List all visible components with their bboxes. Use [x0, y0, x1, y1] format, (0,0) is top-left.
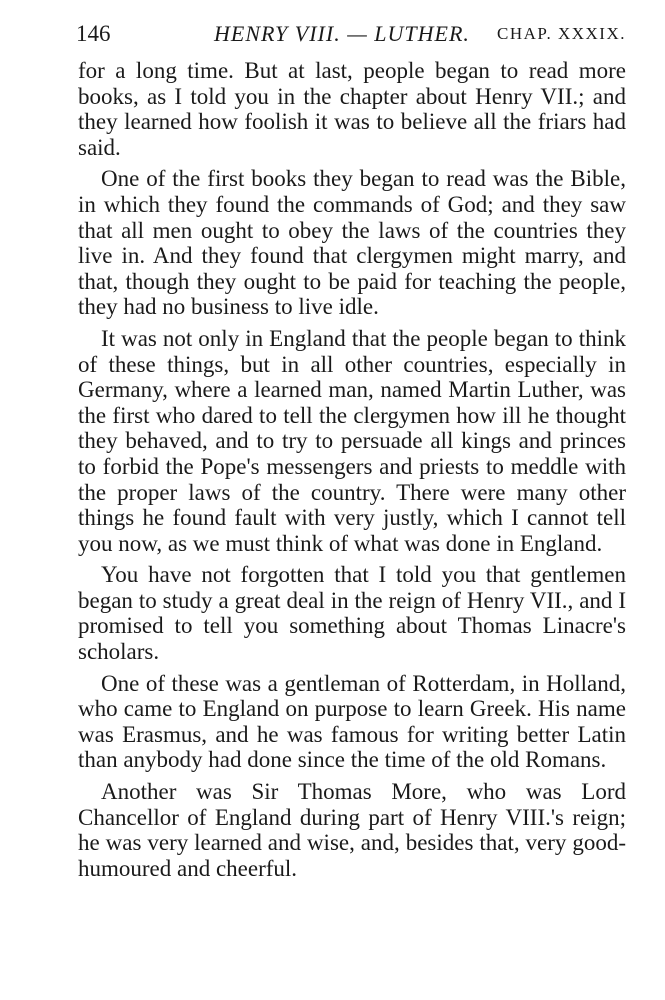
page-number: 146 [76, 21, 111, 46]
paragraph: One of the first books they began to read was the Bible, in which they found the commands of God; and they saw that all men ought to obey the laws of the countries they live in. And they found that clergymen might marry, and that, though they ought to be paid for teaching the people, they had no business to live idle. [78, 166, 626, 320]
paragraph: You have not forgotten that I told you that gentlemen began to study a great deal in the reign of Henry VII., and I promised to tell you something about Thomas Linacre's scholars. [78, 562, 626, 665]
paragraph: for a long time. But at last, people began to read more books, as I told you in the chapter about Henry VII.; and they learned how foolish it was to believe all the friars had said. [78, 58, 626, 160]
running-title: HENRY VIII. — LUTHER. [214, 21, 470, 46]
paragraph: Another was Sir Thomas More, who was Lord Chancellor of England during part of Henry VIII.'s reign; he was very learned and wise, and, besides that, very good-humoured and cheerful. [78, 779, 626, 881]
chapter-label: CHAP. XXXIX. [497, 24, 626, 43]
book-page [78, 18, 626, 887]
body-text [78, 58, 626, 881]
paragraph: It was not only in England that the people began to think of these things, but in all other countries, especially in Germany, where a learned man, named Martin Luther, was the first who dared to tell the clergymen how ill he thought they behaved, and to try to persuade all kings and princes to forbid the Pope's messengers and priests to meddle with the proper laws of the country. There were many other things he found fault with very justly, which I cannot tell you now, as we must think of what was done in England. [78, 325, 626, 556]
running-head [78, 18, 626, 50]
paragraph: One of these was a gentleman of Rotterdam, in Holland, who came to England on purpose to learn Greek. His name was Erasmus, and he was famous for writing better Latin than anybody had done since the time of the old Romans. [78, 670, 626, 773]
